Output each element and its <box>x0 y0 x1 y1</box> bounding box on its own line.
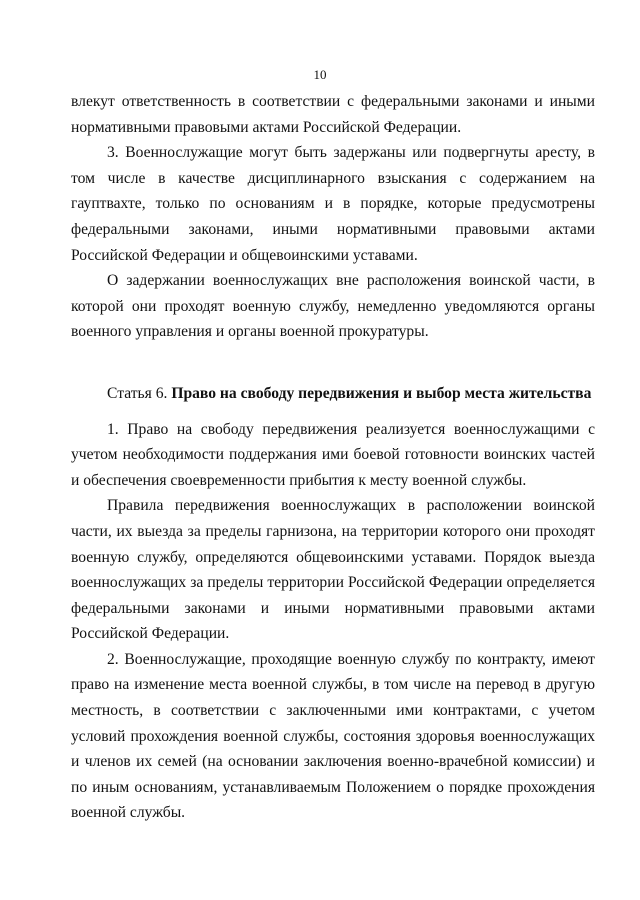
paragraph-item-2: 2. Военнослужащие, проходящие военную службу по контракту, имеют право на изменение места военной службы, в том числе на перевод в другую местность, в соответствии с заключенными ими контрактами, с учетом условий прохождения военной службы, состояния здоровья военнослужащих и членов их семей (на основании заключения военно-врачебной комиссии) и по иным основаниям, устанавливаемым Положением о порядке прохождения военной службы. <box>71 650 595 822</box>
paragraph-detention-notice: О задержании военнослужащих вне расположения воинской части, в которой они проходят военную службу, немедленно уведомляются органы военного управления и органы военной прокуратуры. <box>71 272 595 341</box>
page-number: 10 <box>313 67 327 82</box>
article-heading <box>71 381 595 407</box>
article-title: Право на свободу передвижения и выбор места жительства <box>171 384 592 402</box>
paragraph-item-1: 1. Право на свободу передвижения реализуется военнослужащими с учетом необходимости поддержания ими боевой готовности воинских частей и обеспечения своевременности прибытия к месту военной службы. <box>71 420 595 489</box>
document-body <box>71 89 595 826</box>
paragraph-item-3: 3. Военнослужащие могут быть задержаны или подвергнуты аресту, в том числе в качестве дисциплинарного взыскания с содержанием на гауптвахте, только по основаниям и в порядке, которые предусмотрены федеральными законами, иными нормативными правовыми актами Российской Федерации и общевоинскими уставами. <box>71 144 595 264</box>
paragraph-movement-rules: Правила передвижения военнослужащих в расположении воинской части, их выезда за пределы гарнизона, на территории которого они проходят военную службу, определяются общевоинскими уставами. Порядок выезда военнослужащих за пределы территории Российской Федерации определяется федеральными законами и иными нормативными правовыми актами Российской Федерации. <box>71 497 595 643</box>
article-number: Статья 6. <box>107 384 168 402</box>
paragraph-continuation: влекут ответственность в соответствии с федеральными законами и иными нормативными правовыми актами Российской Федерации. <box>71 93 595 136</box>
